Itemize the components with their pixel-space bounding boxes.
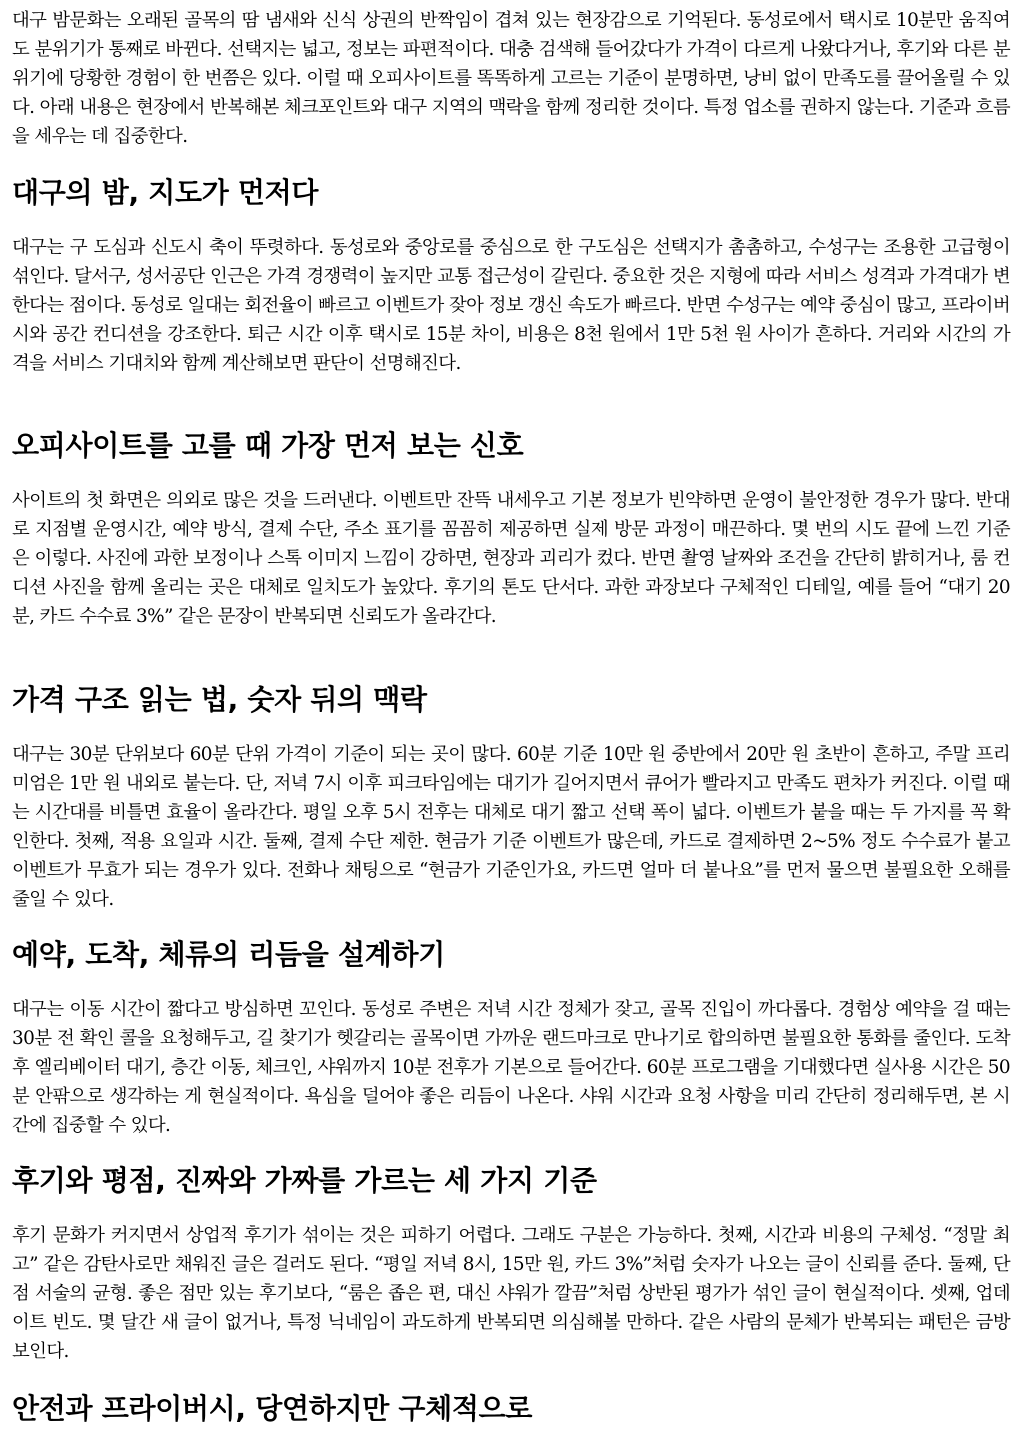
section-heading: 안전과 프라이버시, 당연하지만 구체적으로	[12, 1392, 533, 1425]
section-paragraph: 대구는 30분 단위보다 60분 단위 가격이 기준이 되는 곳이 많다. 60분 기준 10만 원 중반에서 20만 원 초반이 흔하고, 주말 프리미엄은 1만 원 내외로 붙는다. 단, 저녁 7시 이후 피크타임에는 대기가 길어지면서 큐어가 빨라지고 만족도 편차가 커진다. 이럴 때는 시간대를 비틀면 효율이 올라간다. 평일 오후 5시 전후는 대체로 대기 짧고 선택 폭이 넓다. 이벤트가 붙을 때는 두 가지를 꼭 확인한다. 첫째, 적용 요일과 시간. 둘째, 결제 수단 제한. 현금가 기준 이벤트가 많은데, 카드로 결제하면 2~5% 정도 수수료가 붙고 이벤트가 무효가 되는 경우가 있다. 전화나 채팅으로 “현금가 기준인가요, 카드면 얼마 더 붙나요”를 먼저 물으면 불필요한 오해를 줄일 수 있다.	[12, 744, 1010, 910]
section-reviews-criteria	[12, 1163, 1010, 1366]
section-paragraph: 대구는 이동 시간이 짧다고 방심하면 꼬인다. 동성로 주변은 저녁 시간 정체가 잦고, 골목 진입이 까다롭다. 경험상 예약을 걸 때는 30분 전 확인 콜을 요청해두고, 길 찾기가 헷갈리는 골목이면 가까운 랜드마크로 만나기로 합의하면 불필요한 통화를 줄인다. 도착 후 엘리베이터 대기, 층간 이동, 체크인, 샤워까지 10분 전후가 기본으로 들어간다. 60분 프로그램을 기대했다면 실사용 시간은 50분 안팎으로 생각하는 게 현실적이다. 욕심을 덜어야 좋은 리듬이 나온다. 샤워 시간과 요청 사항을 미리 간단히 정리해두면, 본 시간에 집중할 수 있다.	[12, 999, 1010, 1136]
section-reservation-rhythm	[12, 937, 1010, 1140]
section-heading: 대구의 밤, 지도가 먼저다	[12, 176, 319, 209]
section-site-signals	[12, 428, 1010, 631]
section-heading: 예약, 도착, 체류의 리듬을 설계하기	[12, 938, 445, 971]
section-price-structure	[12, 682, 1010, 914]
section-map-first	[12, 175, 1010, 378]
section-heading: 가격 구조 읽는 법, 숫자 뒤의 맥락	[12, 683, 427, 716]
section-heading: 후기와 평점, 진짜와 가짜를 가르는 세 가지 기준	[12, 1164, 597, 1197]
intro-paragraph: 대구 밤문화는 오래된 골목의 땀 냄새와 신식 상권의 반짝임이 겹쳐 있는 현장감으로 기억된다. 동성로에서 택시로 10분만 움직여도 분위기가 통째로 바뀐다. 선택지는 넓고, 정보는 파편적이다. 대충 검색해 들어갔다가 가격이 다르게 나왔다거나, 후기와 다른 분위기에 당황한 경험이 한 번쯤은 있다. 이럴 때 오피사이트를 똑똑하게 고르는 기준이 분명하면, 낭비 없이 만족도를 끌어올릴 수 있다. 아래 내용은 현장에서 반복해본 체크포인트와 대구 지역의 맥락을 함께 정리한 것이다. 특정 업소를 권하지 않는다. 기준과 흐름을 세우는 데 집중한다.	[12, 10, 1010, 147]
section-paragraph: 대구는 구 도심과 신도시 축이 뚜렷하다. 동성로와 중앙로를 중심으로 한 구도심은 선택지가 촘촘하고, 수성구는 조용한 고급형이 섞인다. 달서구, 성서공단 인근은 가격 경쟁력이 높지만 교통 접근성이 갈린다. 중요한 것은 지형에 따라 서비스 성격과 가격대가 변한다는 점이다. 동성로 일대는 회전율이 빠르고 이벤트가 잦아 정보 갱신 속도가 빠르다. 반면 수성구는 예약 중심이 많고, 프라이버시와 공간 컨디션을 강조한다. 퇴근 시간 이후 택시로 15분 차이, 비용은 8천 원에서 1만 5천 원 사이가 흔하다. 거리와 시간의 가격을 서비스 기대치와 함께 계산해보면 판단이 선명해진다.	[12, 237, 1010, 374]
section-paragraph: 사이트의 첫 화면은 의외로 많은 것을 드러낸다. 이벤트만 잔뜩 내세우고 기본 정보가 빈약하면 운영이 불안정한 경우가 많다. 반대로 지점별 운영시간, 예약 방식, 결제 수단, 주소 표기를 꼼꼼히 제공하면 실제 방문 과정이 매끈하다. 몇 번의 시도 끝에 느낀 기준은 이렇다. 사진에 과한 보정이나 스톡 이미지 느낌이 강하면, 현장과 괴리가 컸다. 반면 촬영 날짜와 조건을 간단히 밝히거나, 룸 컨디션 사진을 함께 올리는 곳은 대체로 일치도가 높았다. 후기의 톤도 단서다. 과한 과장보다 구체적인 디테일, 예를 들어 “대기 20분, 카드 수수료 3%” 같은 문장이 반복되면 신뢰도가 올라간다.	[12, 490, 1010, 627]
section-heading: 오피사이트를 고를 때 가장 먼저 보는 신호	[12, 429, 524, 462]
section-safety-privacy	[12, 1391, 1010, 1449]
section-paragraph: 후기 문화가 커지면서 상업적 후기가 섞이는 것은 피하기 어렵다. 그래도 구분은 가능하다. 첫째, 시간과 비용의 구체성. “정말 최고” 같은 감탄사로만 채워진 글은 걸러도 된다. “평일 저녁 8시, 15만 원, 카드 3%”처럼 숫자가 나오는 글이 신뢰를 준다. 둘째, 단점 서술의 균형. 좋은 점만 있는 후기보다, “룸은 좁은 편, 대신 샤워가 깔끔”처럼 상반된 평가가 섞인 글이 현실적이다. 셋째, 업데이트 빈도. 몇 달간 새 글이 없거나, 특정 닉네임이 과도하게 반복되면 의심해볼 만하다. 같은 사람의 문체가 반복되는 패턴은 금방 보인다.	[12, 1225, 1010, 1362]
